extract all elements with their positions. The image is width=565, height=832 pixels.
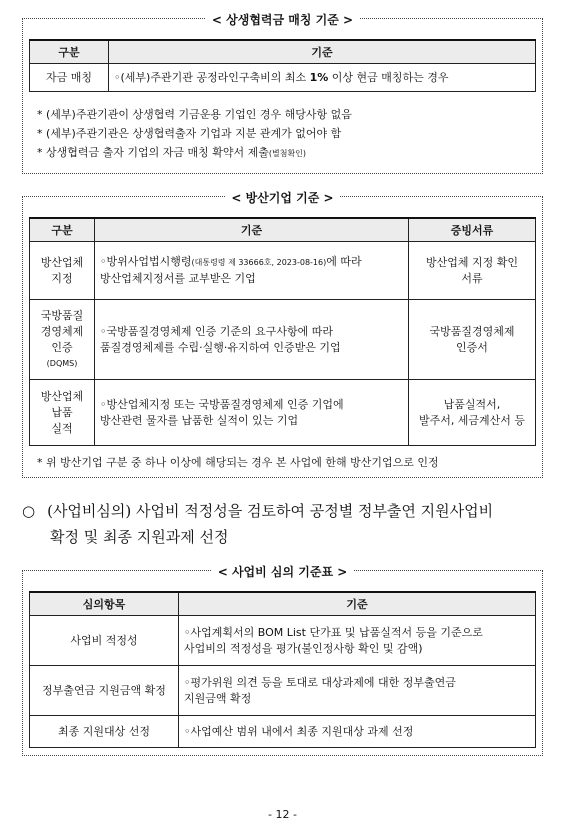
row-label: 국방품질 경영체제 인증 (DQMS) [30, 300, 95, 380]
row-criteria: ◦평가위원 의견 등을 토대로 대상과제에 대한 정부출연금 지원금액 확정 [179, 666, 536, 716]
header-documents: 증빙서류 [409, 218, 536, 242]
matching-criteria-box [22, 13, 543, 174]
row-criteria: ◦방위사업법시행령(대통령령 제 33666호, 2023-08-16)에 따라 방산업체지정서를 교부받은 기업 [95, 242, 409, 300]
row-label: 방산업체 지정 [30, 242, 95, 300]
note-2: * (세부)주관기관은 상생협력출자 기업과 지분 관계가 없어야 함 [37, 127, 342, 140]
defense-criteria-table [29, 217, 536, 446]
row-label: 정부출연금 지원금액 확정 [30, 666, 179, 716]
row-documents: 납품실적서, 발주서, 세금계산서 등 [409, 380, 536, 446]
note-1: * (세부)주관기관이 상생협력 기금운용 기업인 경우 해당사항 없음 [37, 108, 352, 121]
header-criteria: 기준 [109, 40, 536, 64]
header-category: 구분 [30, 218, 95, 242]
row-criteria: ◦사업예산 범위 내에서 최종 지원대상 과제 선정 [179, 716, 536, 748]
budget-review-table [29, 591, 536, 748]
header-category: 구분 [30, 40, 109, 64]
header-item: 심의항목 [30, 592, 179, 616]
review-paragraph: ○ (사업비심의) 사업비 적정성을 검토하여 공정별 정부출연 지원사업비 확정 및 최종 지원과제 선정 [22, 502, 494, 546]
note-3: * 상생협력금 출자 기업의 자금 매칭 확약서 제출(별첨확인) [37, 146, 307, 159]
defense-criteria-title: < 방산기업 기준 > [23, 189, 542, 206]
row-label: 방산업체 납품 실적 [30, 380, 95, 446]
row-documents: 방산업체 지정 확인 서류 [409, 242, 536, 300]
budget-review-title: < 사업비 심의 기준표 > [23, 563, 542, 580]
row-label: 최종 지원대상 선정 [30, 716, 179, 748]
matching-notes [37, 105, 352, 163]
page-number: - 12 - [268, 808, 297, 821]
budget-review-box [22, 565, 543, 756]
defense-criteria-box [22, 191, 543, 478]
row-criteria: ◦(세부)주관기관 공정라인구축비의 최소 1% 이상 현금 매칭하는 경우 [109, 64, 536, 92]
row-label: 사업비 적정성 [30, 616, 179, 666]
matching-criteria-table [29, 39, 536, 92]
row-label: 자금 매칭 [30, 64, 109, 92]
row-criteria: ◦방산업체지정 또는 국방품질경영체제 인증 기업에 방산관련 물자를 납품한 실적이 있는 기업 [95, 380, 409, 446]
row-documents: 국방품질경영체제 인증서 [409, 300, 536, 380]
matching-criteria-title: < 상생협력금 매칭 기준 > [23, 11, 542, 28]
bullet: ○ [22, 502, 36, 520]
defense-note: * 위 방산기업 구분 중 하나 이상에 해당되는 경우 본 사업에 한해 방산기업으로 인정 [37, 456, 439, 469]
row-criteria: ◦국방품질경영체제 인증 기준의 요구사항에 따라 품질경영체제를 수립·실행·유지하여 인증받은 기업 [95, 300, 409, 380]
row-criteria: ◦사업계획서의 BOM List 단가표 및 납품실적서 등을 기준으로 사업비의 적정성을 평가(불인정사항 확인 및 감액) [179, 616, 536, 666]
header-criteria: 기준 [179, 592, 536, 616]
header-criteria: 기준 [95, 218, 409, 242]
